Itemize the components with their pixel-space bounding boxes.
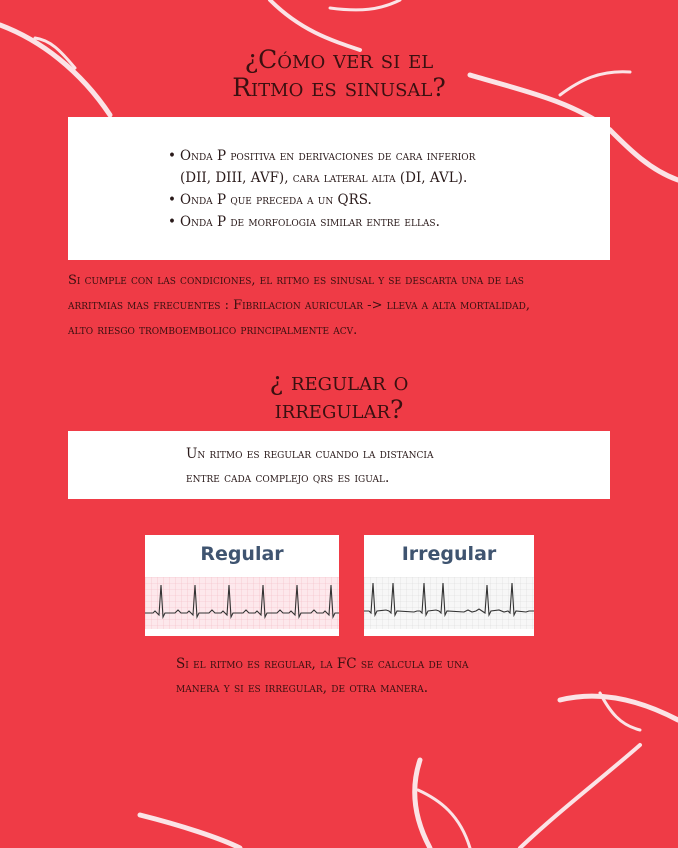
section2-title	[0, 368, 678, 424]
ecg-irregular-label: Irregular	[401, 543, 497, 565]
list-item: • Onda P positiva en derivaciones de cara inferior (DII, DIII, AVF), cara lateral alta (DI, AVL).	[168, 145, 475, 189]
list-item: • Onda P que preceda a un QRS.	[168, 189, 475, 211]
section1-title	[0, 46, 678, 102]
regular-definition-text: Un ritmo es regular cuando la distancia entre cada complejo qrs es igual.	[186, 446, 434, 486]
section1-title-line1: ¿Cómo ver si el	[244, 45, 434, 74]
list-item: • Onda P de morfologia similar entre ellas.	[168, 211, 475, 233]
section2-title-line2: irregular?	[274, 395, 404, 424]
ecg-regular-image	[145, 535, 339, 636]
sinus-criteria-box	[68, 117, 610, 260]
ecg-regular-label: Regular	[200, 543, 284, 565]
sinus-criteria-list	[168, 145, 475, 233]
section2-title-line1: ¿ regular o	[269, 367, 409, 396]
ecg-irregular-image	[364, 535, 534, 636]
heart-rate-note: Si el ritmo es regular, la FC se calcula de una manera y si es irregular, de otra manera.	[176, 656, 469, 696]
section1-title-line2: Ritmo es sinusal?	[232, 73, 446, 102]
ecg-regular-strip-icon	[145, 577, 339, 629]
sinus-conclusion-paragraph: Si cumple con las condiciones, el ritmo es sinusal y se descarta una de las arritmias mas frecuentes : Fibrilacion auricular -> lleva a alta mortalidad, alto riesgo tromboembolico principalmente acv.	[68, 273, 530, 338]
regular-definition-box	[68, 431, 610, 499]
ecg-irregular-strip-icon	[364, 577, 534, 629]
